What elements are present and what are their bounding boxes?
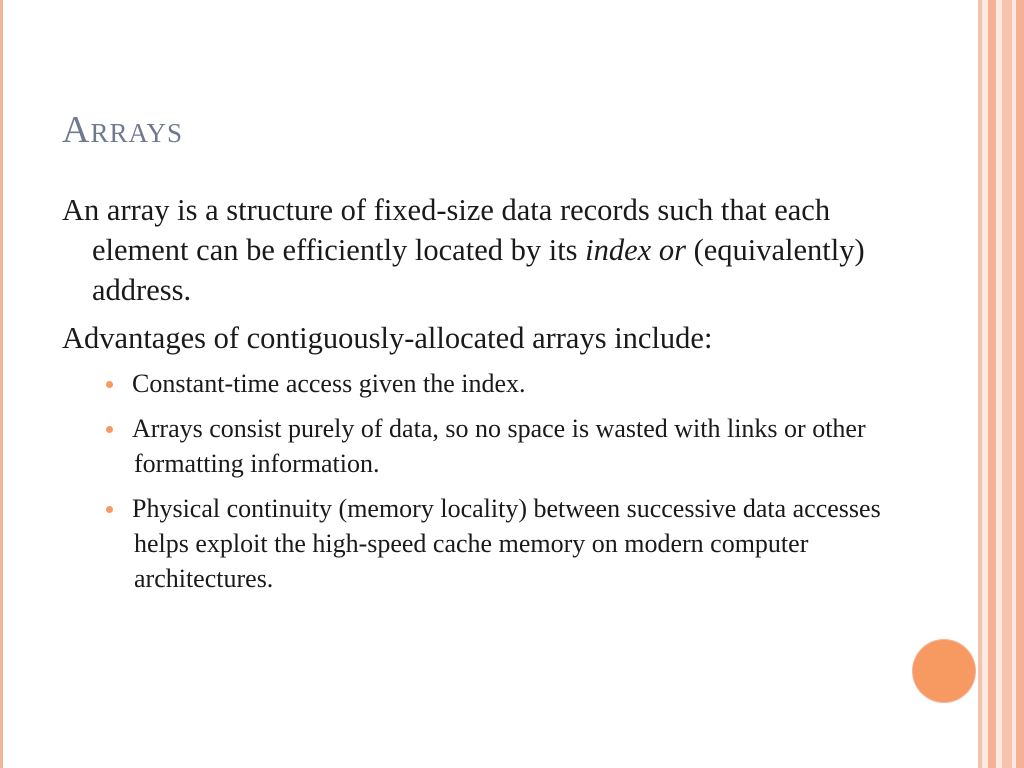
advantages-list [62,366,882,596]
list-item-text: Physical continuity (memory locality) between successive data accesses helps exploit the high-speed cache memory on modern computer architectures. [132,494,881,593]
stripe [1016,0,1024,768]
paragraph-text: An array is a structure of fixed-size data records such that each element can be efficiently located by its [62,193,831,267]
paragraph-advantages: Advantages of contiguously-allocated arrays include: [62,321,713,355]
bullet-dot-icon [106,381,113,388]
stripe [1002,0,1012,768]
left-border-decoration [0,0,8,768]
paragraph-array-definition [62,190,882,310]
list-item [62,491,882,596]
paragraph-text: (equivalently) address. [92,233,865,307]
orange-circle-decoration [913,640,975,702]
slide-body [62,190,882,606]
bullet-dot-icon [106,506,113,513]
bullet-dot-icon [106,426,113,433]
stripe [988,0,996,768]
list-item [62,366,882,401]
slide-title: Arrays [62,109,183,151]
paragraph-italic-text: index or [585,233,686,267]
list-item [62,411,882,481]
list-item-text: Constant-time access given the index. [132,369,526,398]
right-stripe-decoration [978,0,1024,768]
list-item-text: Arrays consist purely of data, so no space is wasted with links or other formatting information. [132,414,866,478]
